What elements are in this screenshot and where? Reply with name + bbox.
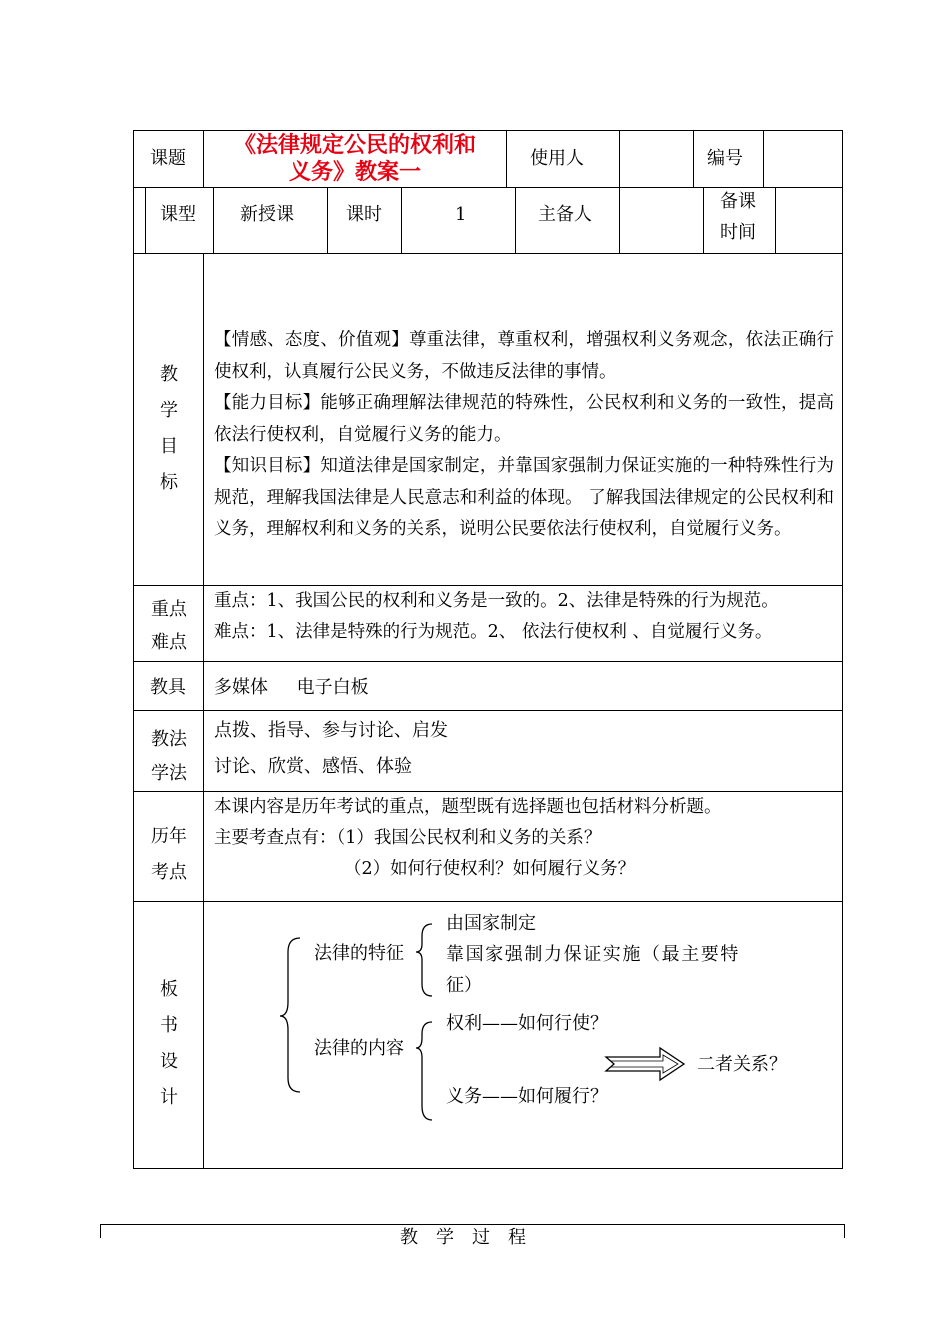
emotion-objective: 【情感、态度、价值观】尊重法律，尊重权利，增强权利义务观念，依法正确行使权利，认真履行公民义务，不做违反法律的事情。 <box>214 330 835 382</box>
board-label: 板 书 设 计 <box>160 979 178 1108</box>
prep-time-label: 备课 时间 <box>720 191 756 243</box>
teaching-methods: 点拨、指导、参与讨论、启发 <box>214 720 448 741</box>
teaching-process-heading: 教 学 过 程 <box>400 1227 526 1248</box>
methods-label: 教法 学法 <box>151 729 187 784</box>
rights-item: 权利——如何行使？ <box>446 1013 608 1034</box>
law-content: 法律的内容 <box>314 1038 404 1059</box>
exam-label: 历年 考点 <box>151 826 187 883</box>
user-label: 使用人 <box>530 148 584 169</box>
key-point: 重点：1、我国公民的权利和义务是一致的。2、法律是特殊的行为规范。 <box>214 591 779 611</box>
number-label: 编号 <box>707 148 743 169</box>
hours-value: 1 <box>455 204 467 225</box>
type-label: 课型 <box>160 204 196 225</box>
double-arrow-icon <box>606 1048 684 1080</box>
law-feature: 法律的特征 <box>314 943 404 964</box>
difficult-point: 难点：1、法律是特殊的行为规范。2、 依法行使权利 、自觉履行义务。 <box>214 622 773 642</box>
tools-label: 教具 <box>150 677 186 698</box>
feature-enforced-cont: 征） <box>446 975 482 996</box>
lesson-title-line-2: 义务》教案一 <box>288 160 421 185</box>
feature-brace <box>416 924 432 996</box>
content-brace <box>416 1022 432 1120</box>
duties-item: 义务——如何履行？ <box>446 1086 608 1107</box>
key-points-label: 重点 难点 <box>151 599 187 653</box>
type-value: 新授课 <box>240 204 294 225</box>
topic-label: 课题 <box>150 148 186 169</box>
relation-item: 二者关系？ <box>697 1054 787 1075</box>
hours-label: 课时 <box>346 204 382 225</box>
main-brace <box>280 938 300 1092</box>
knowledge-objective: 【知识目标】知道法律是国家制定，并靠国家强制力保证实施的一种特殊性行为规范，理解我国法律是人民意志和利益的体现。 了解我国法律规定的公民权利和义务，理解权利和义务的关系，说明公民要依法行使权利，自觉履行义务。 <box>214 456 835 539</box>
preparer-label: 主备人 <box>538 204 592 225</box>
exam-line-3: （2）如何行使权利？如何履行义务？ <box>344 859 636 879</box>
exam-line-1: 本课内容是历年考试的重点，题型既有选择题也包括材料分析题。 <box>214 797 722 817</box>
objectives-label: 教 学 目 标 <box>160 364 178 493</box>
exam-line-2: 主要考查点有：（1）我国公民权利和义务的关系？ <box>214 828 602 848</box>
footer-line <box>100 1224 845 1225</box>
lesson-title-line-1: 《法律规定公民的权利和 <box>233 133 476 158</box>
feature-state-made: 由国家制定 <box>446 913 536 934</box>
feature-enforced: 靠国家强制力保证实施（最主要特 <box>446 944 740 965</box>
ability-objective: 【能力目标】能够正确理解法律规范的特殊性，公民权利和义务的一致性，提高依法行使权利，自觉履行义务的能力。 <box>214 393 835 445</box>
tools-value: 多媒体 电子白板 <box>214 677 369 698</box>
learning-methods: 讨论、欣赏、感悟、体验 <box>214 756 412 777</box>
